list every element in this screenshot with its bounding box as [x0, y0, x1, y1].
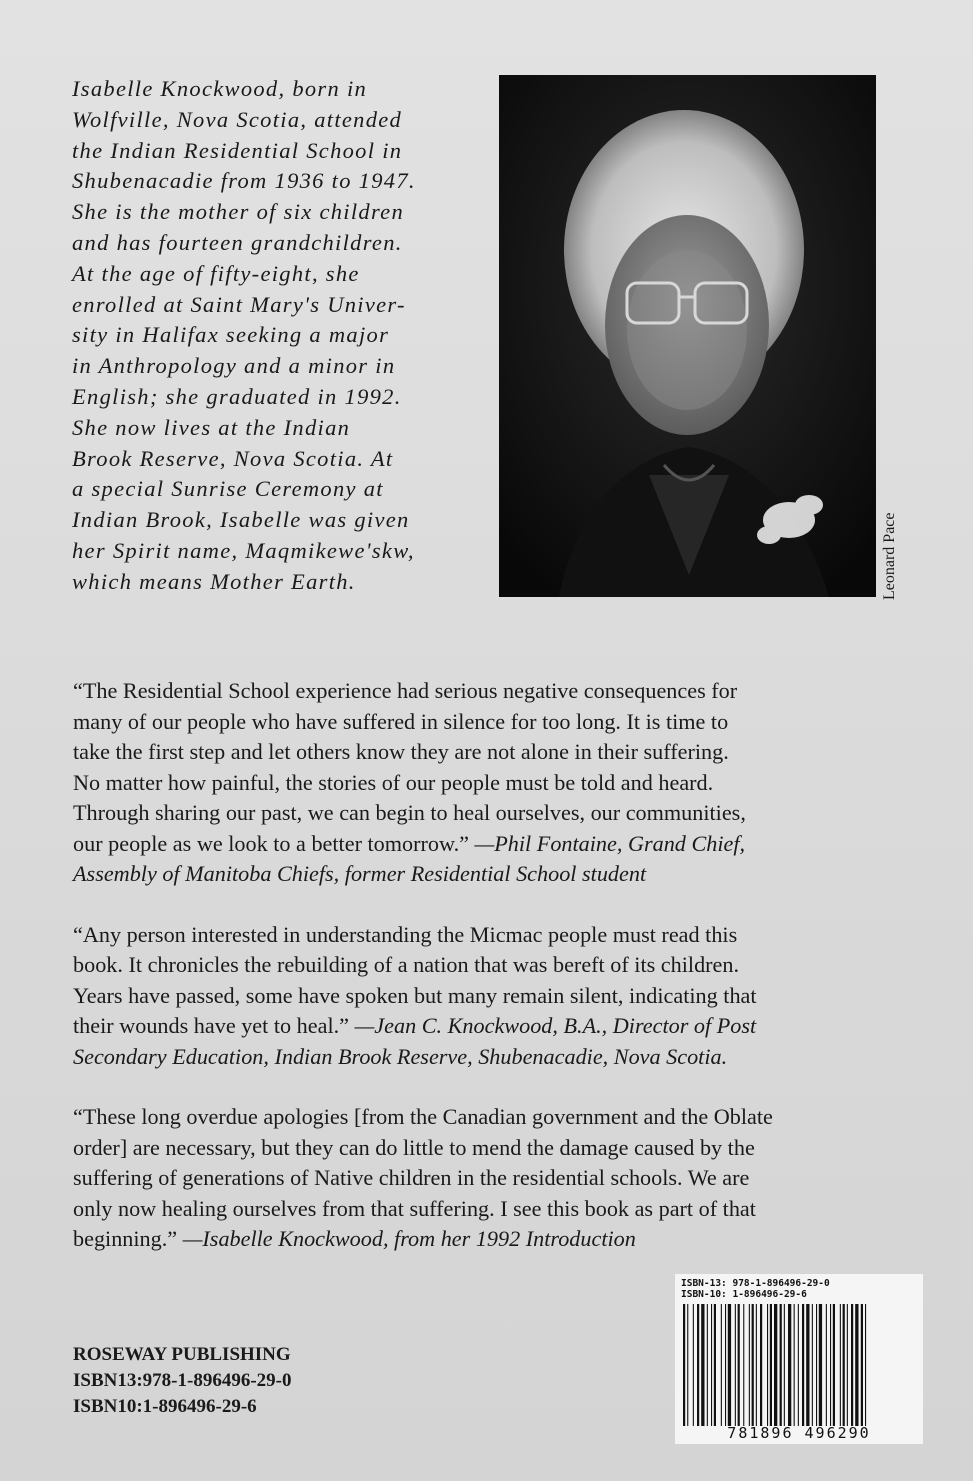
- barcode-panel: [675, 1274, 923, 1444]
- barcode-bar: [760, 1304, 762, 1426]
- bio-line: Wolfville, Nova Scotia, attended: [72, 106, 403, 132]
- barcode-bar: [802, 1304, 804, 1426]
- bio-line: At the age of fifty-eight, she: [72, 260, 360, 286]
- quote-block: [73, 920, 893, 1073]
- author-photo: [499, 75, 876, 597]
- barcode-bar: [812, 1304, 813, 1426]
- barcode-bar: [743, 1304, 744, 1426]
- quote-attribution: —Jean C. Knockwood, B.A., Director of Post: [354, 1013, 757, 1038]
- barcode-bar: [851, 1304, 853, 1426]
- quote-line: [73, 829, 893, 860]
- barcode-bars: [681, 1304, 917, 1426]
- barcode-bar: [780, 1304, 782, 1426]
- book-back-cover: Isabelle Knockwood, born in Wolfville, Nova Scotia, attended the Indian Residential School in Shubenacadie from 1936 to 1947. She is the mother of six children and has fourteen grandchildren. At the age of fifty-eight, she enrolled at Saint Mary's Univer- sity in Halifax seeking a major in Anthropology and a minor in English; she graduated in 1992. She now lives at the Indian Brook Reserve, Nova Scotia. At a special Sunrise Ceremony at Indian Brook, Isabelle was given her Spirit name, Maqmikewe'skw, which means Mother Earth. Leonard Pace “The Residential School experience had serious negative consequences for many of our people who have suffered in silence for too long. It is time to take the first step and let others know they are not alone in their suffering. No matter how painful, the stories of our people must be told and heard. Through sharing our past, we can begin to heal ourselves, our communities, our people as we look to a better tomorrow.” —Phil Fontaine, Grand Chief, Assembly of Manitoba Chiefs, former Residential School student “Any person interested in understanding the Micmac people must read this book. It chronicles the rebuilding of a nation that was bereft of its children. Years have passed, some have spoken but many remain silent, indicating that their wounds have yet to heal.” —Jean C. Knockwood, B.A., Director of Post Secondary Education, Indian Brook Reserve, Shubenacadie, Nova Scotia. “These long overdue apologies [from the Canadian government and the Oblate order] are necessary, but they can do little to mend the damage caused by the suffering of generations of Native children in the residential schools. We are only now healing ourselves from that suffering. I see this book as part of that beginning.” —Isabelle Knockwood, from her 1992 Introduction ROSEWAY PUBLISHING ISBN13:978-1-896496-29-0 ISBN10:1-896496-29-6 ISBN-13: 978-1-896496-29-0 ISBN-10: 1-896496-29-6 781896 496290: [0, 0, 973, 1481]
- quote-line: No matter how painful, the stories of our people must be told and heard.: [73, 769, 714, 795]
- quote-block: [73, 676, 893, 890]
- publisher-info: [73, 1342, 292, 1420]
- quote-line: [73, 1224, 893, 1255]
- bio-line: her Spirit name, Maqmikewe'skw,: [72, 537, 415, 563]
- barcode-bar: [683, 1304, 685, 1426]
- quote-line: “These long overdue apologies [from the Canadian government and the Oblate: [73, 1104, 773, 1129]
- quote-line: many of our people who have suffered in silence for too long. It is time to: [73, 708, 729, 734]
- barcode-bar: [749, 1304, 750, 1426]
- quote-line: book. It chronicles the rebuilding of a nation that was bereft of its children.: [73, 952, 740, 977]
- barcode-bar: [865, 1304, 866, 1426]
- barcode-bar: [794, 1304, 795, 1426]
- barcode-bar: [855, 1304, 858, 1426]
- quote-block: [73, 1102, 893, 1255]
- quote-line: Years have passed, some have spoken but many remain silent, indicating that: [73, 982, 757, 1008]
- barcode-bar: [693, 1304, 694, 1426]
- barcode-digits: 781896 496290: [727, 1424, 871, 1442]
- quote-attribution-line: Secondary Education, Indian Brook Reserve, Shubenacadie, Nova Scotia.: [73, 1043, 728, 1069]
- quote-text: our people as we look to a better tomorrow.”: [73, 830, 475, 856]
- barcode-bar: [774, 1304, 777, 1426]
- barcode-bar: [725, 1304, 726, 1426]
- quote-line: Through sharing our past, we can begin to heal ourselves, our communities,: [73, 800, 746, 825]
- barcode-bar: [788, 1304, 791, 1426]
- barcode-bar: [721, 1304, 722, 1426]
- barcode-bar: [830, 1304, 831, 1426]
- barcode-bar: [861, 1304, 863, 1426]
- quote-line: “Any person interested in understanding the Micmac people must read this: [73, 921, 738, 947]
- barcode-bar: [847, 1304, 848, 1426]
- bio-line: the Indian Residential School in: [72, 137, 403, 163]
- barcode-bar: [843, 1304, 845, 1426]
- barcode-bar: [735, 1304, 736, 1426]
- quotes-section: [73, 676, 893, 1285]
- quote-line: suffering of generations of Native children in the residential schools. We are: [73, 1165, 750, 1190]
- quote-line: only now healing ourselves from that suffering. I see this book as part of that: [73, 1195, 756, 1221]
- barcode-isbn-labels: [681, 1278, 830, 1300]
- bio-line: sity in Halifax seeking a major: [72, 322, 390, 348]
- quote-line: “The Residential School experience had serious negative consequences for: [73, 678, 738, 703]
- publisher-name: ROSEWAY PUBLISHING: [73, 1344, 291, 1365]
- publisher-isbn13: ISBN13:978-1-896496-29-0: [73, 1370, 292, 1391]
- bio-line: in Anthropology and a minor in: [72, 353, 396, 379]
- author-bio: [72, 74, 474, 598]
- author-portrait-illustration: [499, 75, 876, 597]
- quote-text: their wounds have yet to heal.”: [73, 1013, 355, 1038]
- bio-line: Isabelle Knockwood, born in: [72, 76, 368, 101]
- barcode-bar: [819, 1304, 822, 1426]
- barcode-bar: [816, 1304, 817, 1426]
- bio-line: enrolled at Saint Mary's Univer-: [72, 291, 406, 317]
- barcode-bar: [826, 1304, 827, 1426]
- barcode-bar: [756, 1304, 757, 1426]
- barcode-isbn10-label: ISBN-10: 1-896496-29-6: [681, 1289, 807, 1300]
- barcode-bar: [701, 1304, 704, 1426]
- quote-text: beginning.”: [73, 1226, 183, 1251]
- barcode-bar: [798, 1304, 799, 1426]
- barcode-bar: [833, 1304, 835, 1426]
- barcode-bar: [738, 1304, 740, 1426]
- bio-line: and has fourteen grandchildren.: [72, 229, 403, 255]
- bio-line: Brook Reserve, Nova Scotia. At: [72, 445, 394, 471]
- barcode-bar: [728, 1304, 731, 1426]
- barcode-bar: [687, 1304, 688, 1426]
- barcode-bar: [806, 1304, 809, 1426]
- bio-line: She now lives at the Indian: [72, 414, 351, 440]
- quote-line: take the first step and let others know they are not alone in their suffering.: [73, 739, 729, 764]
- bio-line: Shubenacadie from 1936 to 1947.: [72, 168, 416, 194]
- quote-attribution: —Phil Fontaine, Grand Chief,: [474, 830, 746, 856]
- barcode-isbn13-label: ISBN-13: 978-1-896496-29-0: [681, 1278, 830, 1289]
- bio-line: which means Mother Earth.: [72, 568, 356, 594]
- barcode-bar: [752, 1304, 754, 1426]
- quote-line: [73, 1011, 893, 1042]
- barcode-bar: [711, 1304, 712, 1426]
- barcode-bar: [767, 1304, 768, 1426]
- barcode-bar: [697, 1304, 699, 1426]
- barcode-bar: [714, 1304, 716, 1426]
- publisher-isbn10: ISBN10:1-896496-29-6: [73, 1396, 257, 1417]
- barcode-bar: [784, 1304, 785, 1426]
- bio-line: She is the mother of six children: [72, 199, 405, 225]
- barcode-bar: [770, 1304, 772, 1426]
- quote-attribution: —Isabelle Knockwood, from her 1992 Introduction: [182, 1226, 636, 1251]
- quote-line: order] are necessary, but they can do little to mend the damage caused by the: [73, 1134, 755, 1160]
- quote-attribution-line: Assembly of Manitoba Chiefs, former Residential School student: [73, 861, 647, 886]
- barcode-bar: [840, 1304, 841, 1426]
- bio-line: a special Sunrise Ceremony at: [72, 476, 384, 502]
- bio-line: English; she graduated in 1992.: [72, 383, 402, 409]
- bio-line: Indian Brook, Isabelle was given: [72, 507, 410, 533]
- barcode-bar: [707, 1304, 708, 1426]
